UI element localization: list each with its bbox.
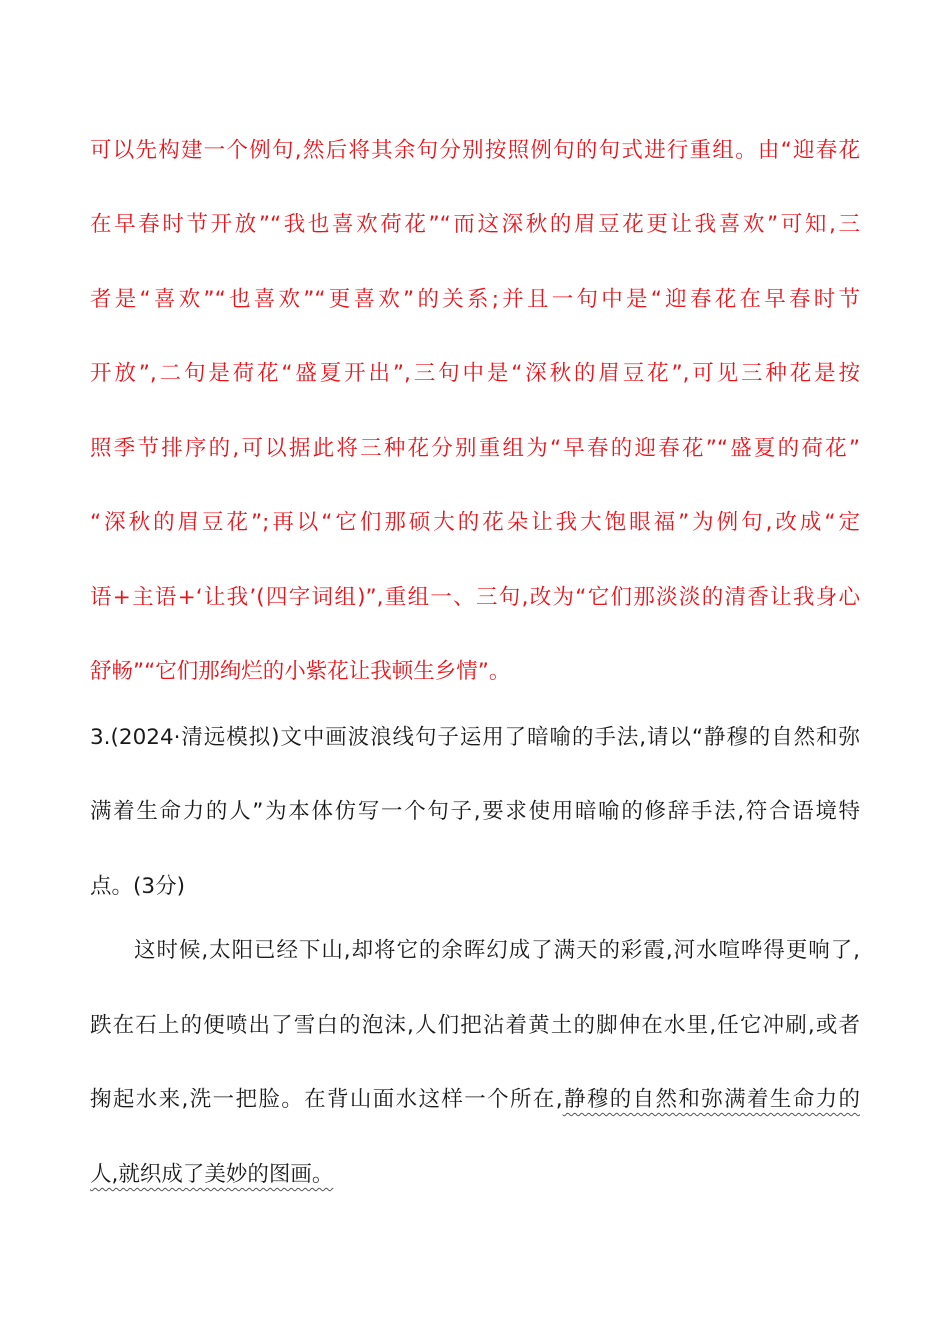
passage-line-4 (90, 1161, 860, 1189)
passage-line-1: 这时候,太阳已经下山,却将它的余晖幻成了满天的彩霞,河水喧哗得更响了, (134, 938, 860, 963)
wavy-underlined-sentence-end: 人,就织成了美妙的图画。 (90, 1162, 334, 1187)
explanation-line-2: 在早春时节开放”“我也喜欢荷花”“而这深秋的眉豆花更让我喜欢”可知,三 (90, 212, 860, 237)
explanation-line-6: “深秋的眉豆花”;再以“它们那硕大的花朵让我大饱眼福”为例句,改成“定 (90, 510, 860, 535)
explanation-line-8: 舒畅”“它们那绚烂的小紫花让我顿生乡情”。 (90, 659, 511, 684)
explanation-line-5: 照季节排序的,可以据此将三种花分别重组为“早春的迎春花”“盛夏的荷花” (90, 436, 860, 461)
passage-line-3 (90, 1086, 860, 1114)
explanation-line-4: 开放”,二句是荷花“盛夏开出”,三句中是“深秋的眉豆花”,可见三种花是按 (90, 361, 860, 386)
passage-plain-text: 掬起水来,洗一把脸。在背山面水这样一个所在, (90, 1087, 563, 1112)
passage-line-2: 跌在石上的便喷出了雪白的泡沫,人们把沾着黄土的脚伸在水里,任它冲刷,或者 (90, 1013, 860, 1038)
explanation-line-1: 可以先构建一个例句,然后将其余句分别按照例句的句式进行重组。由“迎春花 (90, 138, 860, 163)
explanation-line-3: 者是“喜欢”“也喜欢”“更喜欢”的关系;并且一句中是“迎春花在早春时节 (90, 287, 860, 312)
explanation-line-7: 语+主语+‘让我’(四字词组)”,重组一、三句,改为“它们那淡淡的清香让我身心 (90, 585, 860, 610)
wavy-underlined-sentence: 静穆的自然和弥满着生命力的 (562, 1087, 860, 1112)
question-line-1: 3.(2024·清远模拟)文中画波浪线句子运用了暗喻的手法,请以“静穆的自然和弥 (90, 725, 860, 750)
question-line-3: 点。(3分) (90, 874, 185, 899)
question-line-2: 满着生命力的人”为本体仿写一个句子,要求使用暗喻的修辞手法,符合语境特 (90, 799, 860, 824)
